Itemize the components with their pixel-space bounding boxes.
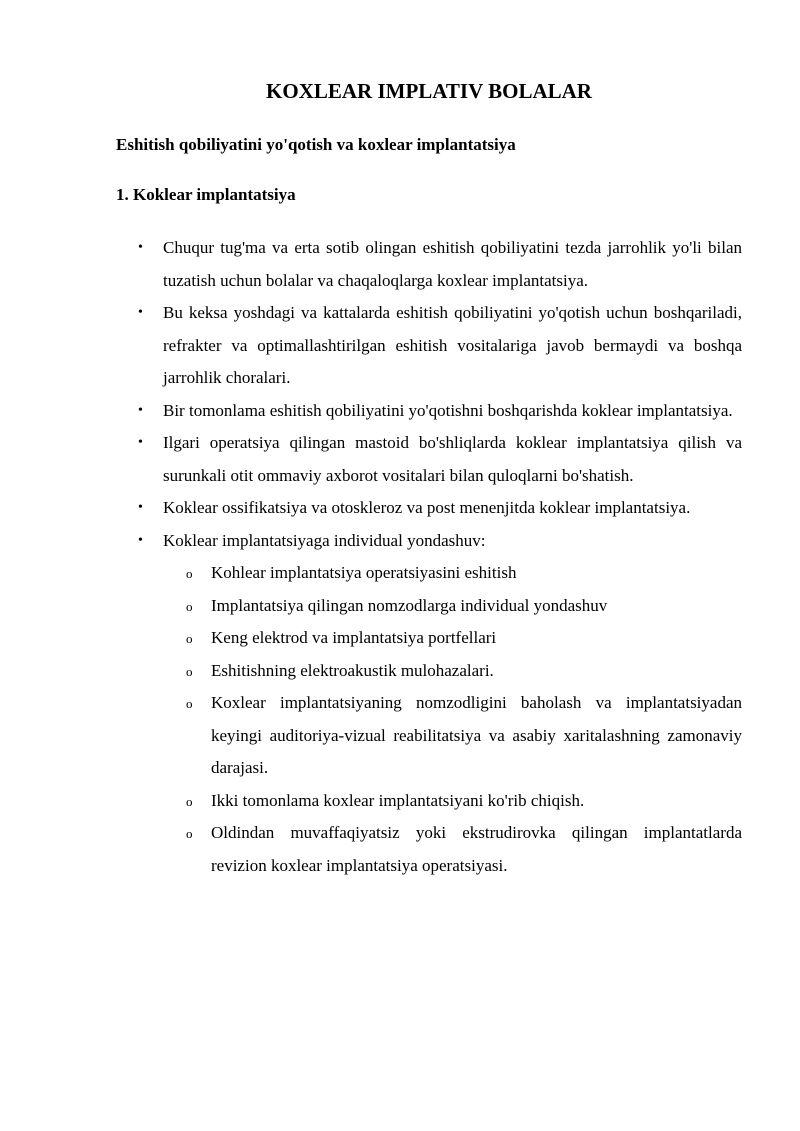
sub-bullet-marker: o bbox=[186, 598, 193, 614]
sub-list-item-text: Oldindan muvaffaqiyatsiz yoki ekstrudirovka qilingan implantatlarda revizion koxlear implantatsiya operatsiyasi. bbox=[211, 823, 742, 875]
sub-list-item-text: Ikki tomonlama koxlear implantatsiyani ko'rib chiqish. bbox=[211, 790, 585, 810]
bullet-marker: • bbox=[138, 305, 143, 320]
list-item bbox=[116, 427, 742, 492]
bullet-marker: • bbox=[138, 240, 143, 255]
sub-list-item bbox=[163, 687, 742, 785]
list-item bbox=[116, 492, 742, 525]
section-title: 1. Koklear implantatsiya bbox=[116, 185, 296, 204]
document-page bbox=[116, 78, 742, 875]
list-item bbox=[116, 395, 742, 428]
bullet-marker: • bbox=[138, 435, 143, 450]
list-item-text: Bu keksa yoshdagi va kattalarda eshitish qobiliyatini yo'qotish uchun boshqariladi, refrakter va optimallashtirilgan eshitish vositalariga javob bermaydi va boshqa jarrohlik choralari. bbox=[163, 303, 742, 387]
sub-list-item-text: Keng elektrod va implantatsiya portfellari bbox=[211, 628, 497, 647]
sub-list-item bbox=[163, 785, 742, 818]
sub-bullet-marker: o bbox=[186, 696, 193, 711]
bullet-marker: • bbox=[138, 500, 143, 515]
sub-list-item-text: Eshitishning elektroakustik mulohazalari. bbox=[211, 660, 494, 680]
list-item bbox=[116, 232, 742, 297]
sub-list-item-text: Koxlear implantatsiyaning nomzodligini baholash va implantatsiyadan keyingi auditoriya-vizual reabilitatsiya va asabiy xaritalashning zamonaviy darajasi. bbox=[211, 693, 742, 777]
sub-list-item-text: Kohlear implantatsiya operatsiyasini eshitish bbox=[211, 563, 517, 582]
list-item-text: Ilgari operatsiya qilingan mastoid bo'shliqlarda koklear implantatsiya qilish va surunkali otit ommaviy axborot vositalari bilan quloqlarni bo'shatish. bbox=[163, 433, 742, 485]
sub-bullet-list bbox=[163, 557, 742, 882]
sub-bullet-marker: o bbox=[186, 566, 193, 581]
bullet-marker: • bbox=[138, 402, 143, 418]
sub-list-item bbox=[163, 655, 742, 688]
sub-bullet-marker: o bbox=[186, 826, 193, 841]
sub-list-item-text: Implantatsiya qilingan nomzodlarga individual yondashuv bbox=[211, 595, 608, 615]
list-item bbox=[116, 525, 742, 883]
document-subtitle: Eshitish qobiliyatini yo'qotish va koxlear implantatsiya bbox=[116, 135, 516, 154]
sub-bullet-marker: o bbox=[186, 793, 193, 809]
bullet-marker: • bbox=[138, 532, 143, 548]
document-title: KOXLEAR IMPLATIV BOLALAR bbox=[266, 79, 592, 103]
list-item-text: Bir tomonlama eshitish qobiliyatini yo'qotishni boshqarishda koklear implantatsiya. bbox=[163, 400, 733, 420]
list-item-text: Chuqur tug'ma va erta sotib olingan eshitish qobiliyatini tezda jarrohlik yo'li bilan tuzatish uchun bolalar va chaqaloqlarga koxlear implantatsiya. bbox=[163, 238, 742, 290]
sub-list-item bbox=[163, 817, 742, 882]
list-item-text: Koklear implantatsiyaga individual yondashuv: bbox=[163, 530, 486, 550]
list-item bbox=[116, 297, 742, 395]
sub-bullet-marker: o bbox=[186, 631, 193, 646]
sub-list-item bbox=[163, 590, 742, 623]
sub-list-item bbox=[163, 622, 742, 655]
bullet-list bbox=[116, 232, 742, 882]
sub-list-item bbox=[163, 557, 742, 590]
list-item-text: Koklear ossifikatsiya va otoskleroz va post menenjitda koklear implantatsiya. bbox=[163, 498, 691, 517]
sub-bullet-marker: o bbox=[186, 663, 193, 679]
